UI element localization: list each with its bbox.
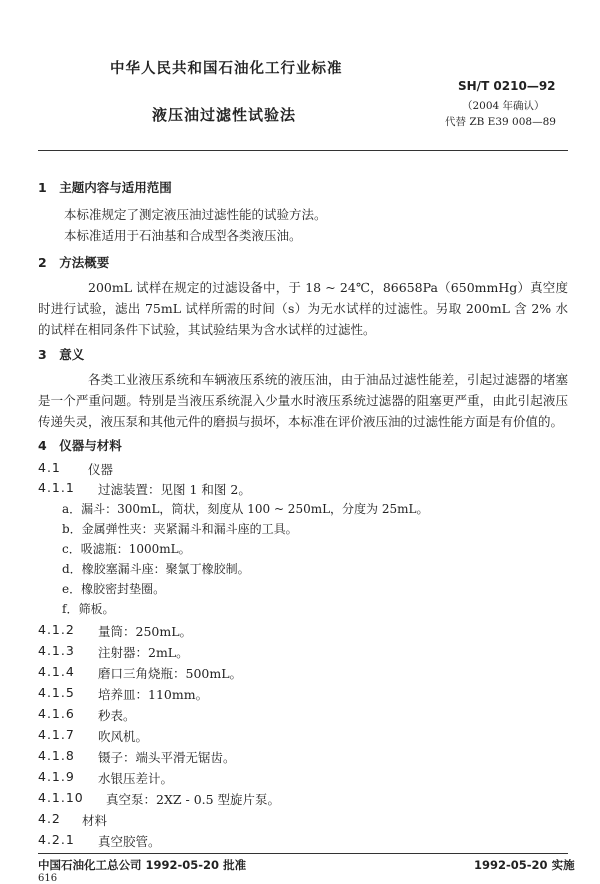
subitem-c: c．吸滤瓶：1000mL。 bbox=[62, 542, 191, 556]
confirm-year: （2004 年确认） bbox=[462, 100, 545, 112]
item-4-1-1-num: 4.1.1 bbox=[38, 480, 75, 495]
header-rule bbox=[38, 150, 568, 151]
item-4-1-3-num: 4.1.3 bbox=[38, 643, 75, 658]
subitem-b: b．金属弹性夹：夹紧漏斗和漏斗座的工具。 bbox=[62, 522, 298, 536]
item-4-1-6-num: 4.1.6 bbox=[38, 706, 75, 721]
item-4-1-5-text: 培养皿：110mm。 bbox=[98, 687, 209, 702]
effective-line: 1992-05-20 实施 bbox=[474, 858, 575, 872]
subitem-f: f．筛板。 bbox=[62, 602, 115, 616]
item-4-1-5-num: 4.1.5 bbox=[38, 685, 75, 700]
section-3-para: 各类工业液压系统和车辆液压系统的液压油，由于油品过滤性能差，引起过滤器的堵塞是一个严重问题。特别是当液压系统混入少量水时液压系统过滤器的阻塞更严重，由此引起液压传递失灵，液压泵和其他元件的磨损与损坏，本标准在评价液压油的过滤性能方面是有价值的。 bbox=[38, 372, 568, 429]
item-4-1-num: 4.1 bbox=[38, 460, 61, 475]
item-4-1-9-num: 4.1.9 bbox=[38, 769, 75, 784]
section-4-heading: 4 仪器与材料 bbox=[38, 438, 122, 453]
section-1-para-1: 本标准规定了测定液压油过滤性能的试验方法。 bbox=[64, 207, 327, 222]
item-4-1-8-text: 镊子：端头平滑无锯齿。 bbox=[98, 750, 236, 765]
item-4-1-10-num: 4.1.10 bbox=[38, 790, 84, 805]
approval-line: 中国石油化工总公司 1992-05-20 批准 bbox=[38, 858, 247, 872]
item-4-2-1-text: 真空胶管。 bbox=[98, 834, 161, 849]
item-4-1-6-text: 秒表。 bbox=[98, 708, 136, 723]
subitem-a: a．漏斗：300mL，筒状，刻度从 100 ~ 250mL，分度为 25mL。 bbox=[62, 502, 429, 516]
item-4-1-2-num: 4.1.2 bbox=[38, 622, 75, 637]
item-4-2-1-num: 4.2.1 bbox=[38, 832, 75, 847]
section-2-para: 200mL 试样在规定的过滤设备中，于 18 ~ 24℃，86658Pa（650mmHg）真空度时进行试验，滤出 75mL 试样所需的时间（s）为无水试样的过滤性。另取 200mL 含 2% 水的试样在相同条件下试验，其试验结果为含水试样的过滤性。 bbox=[38, 280, 568, 337]
item-4-1-7-text: 吹风机。 bbox=[98, 729, 149, 744]
item-4-1-10-text: 真空泵：2XZ - 0.5 型旋片泵。 bbox=[106, 792, 281, 807]
replaces-note: 代替 ZB E39 008—89 bbox=[445, 116, 556, 128]
item-4-2-text: 材料 bbox=[82, 813, 108, 828]
item-4-1-1-text: 过滤装置：见图 1 和图 2。 bbox=[98, 482, 251, 497]
section-2-heading: 2 方法概要 bbox=[38, 255, 110, 270]
item-4-1-3-text: 注射器：2mL。 bbox=[98, 645, 189, 660]
item-4-1-7-num: 4.1.7 bbox=[38, 727, 75, 742]
standard-code: SH/T 0210—92 bbox=[458, 79, 556, 93]
item-4-1-2-text: 量筒：250mL。 bbox=[98, 624, 193, 639]
footer-rule bbox=[38, 853, 568, 854]
page-number: 616 bbox=[38, 873, 58, 884]
item-4-1-text: 仪器 bbox=[88, 462, 114, 477]
item-4-1-8-num: 4.1.8 bbox=[38, 748, 75, 763]
item-4-1-4-num: 4.1.4 bbox=[38, 664, 75, 679]
org-title: 中华人民共和国石油化工行业标准 bbox=[110, 61, 343, 77]
section-1-heading: 1 主题内容与适用范围 bbox=[38, 180, 172, 195]
section-3-heading: 3 意义 bbox=[38, 347, 85, 362]
item-4-2-num: 4.2 bbox=[38, 811, 61, 826]
subitem-e: e．橡胶密封垫圈。 bbox=[62, 582, 166, 596]
document-title: 液压油过滤性试验法 bbox=[152, 106, 297, 124]
item-4-1-9-text: 水银压差计。 bbox=[98, 771, 174, 786]
item-4-1-4-text: 磨口三角烧瓶：500mL。 bbox=[98, 666, 243, 681]
subitem-d: d．橡胶塞漏斗座：聚氯丁橡胶制。 bbox=[62, 562, 250, 576]
section-1-para-2: 本标准适用于石油基和合成型各类液压油。 bbox=[64, 228, 302, 243]
